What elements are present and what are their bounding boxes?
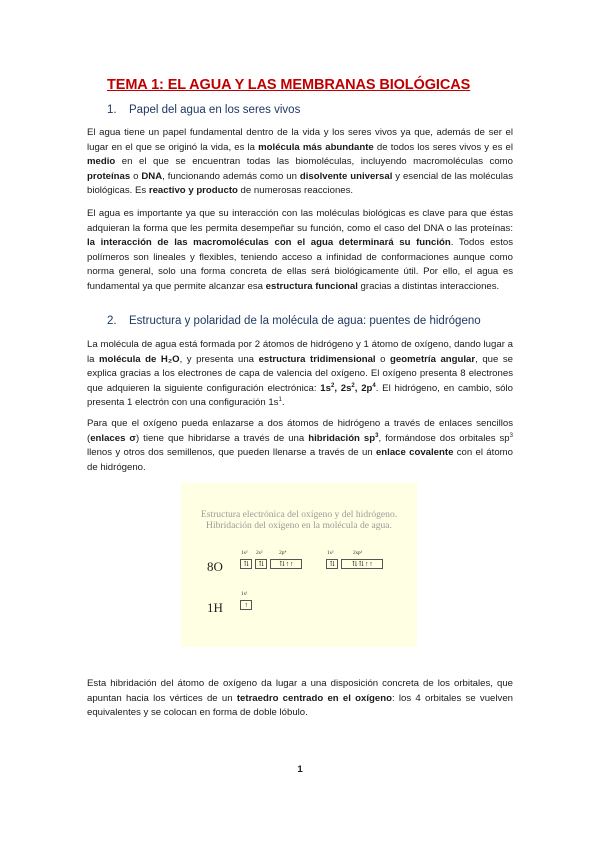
o-2s-label: 2s² [256,550,263,556]
h-1s-orbital-box: ↑ [240,600,252,610]
section-2-title: Estructura y polaridad de la molécula de agua: puentes de hidrógeno [129,315,481,327]
electron-configuration-figure [181,483,417,647]
section-1-title: Papel del agua en los seres vivos [129,104,301,116]
section-2-number: 2. [107,315,117,327]
section-1-paragraph-1: El agua tiene un papel fundamental dentro de la vida y los seres vivos ya que, además de ser el lugar en el que se originó la vida, es la molécula más abundante de todos los seres vivos y es el medio en el que se encuentran todas las biomoléculas, incluyendo macromoléculas como proteínas o DNA, funcionando además como un disolvente universal y esencial de las moléculas biológicas. Es reactivo y producto de numerosas reacciones. [87,127,513,197]
o-1s-orbital-box: ⇅ [240,559,252,569]
section-1-paragraph-2: El agua es importante ya que su interacción con las moléculas biológicas es clave para que éstas adquieran la forma que les permita desempeñar su función, como el caso del DNA o las proteínas: la interacción de las macromoléculas con el agua determinará su función. Todos estos polímeros son lineales y flexibles, teniendo acceso a infinidad de conformaciones aunque como norma general, solo una forma concreta de ellas será biológicamente útil. Por ello, el agua es fundamental ya que permite alcanzar esa estructura funcional gracias a distintas interacciones. [87,208,513,292]
o-hybrid-sp3-label: 2sp³ [353,550,363,556]
o-hybrid-1s-orbital-box: ⇅ [326,559,338,569]
o-2p-orbital-box: ⇅ ↑ ↑ [270,559,302,569]
section-2-paragraph-2: Para que el oxígeno pueda enlazarse a dos átomos de hidrógeno a través de enlaces sencillos (enlaces σ) tiene que hibridarse a través de una hibridación $sp^3$, formándose dos orbitales $sp^3$ llenos y otros dos semillenos, que pueden llenarse a través de un enlace covalente con el átomo de hidrógeno. [87,418,513,473]
section-2-paragraph-3: Esta hibridación del átomo de oxígeno da lugar a una disposición concreta de los orbitales, que apuntan hacia los vértices de un tetraedro centrado en el oxígeno: los 4 orbitales se vuelven equivalentes y se colocan en forma de doble lóbulo. [87,678,513,719]
section-2-paragraph-1: La molécula de agua está formada por 2 átomos de hidrógeno y 1 átomo de oxígeno, dando lugar a la molécula de H₂O, y presenta una estructura tridimensional o geometría angular, que se explica gracias a los electrones de capa de valencia del oxígeno. El oxígeno presenta 8 electrones que adquieren la siguiente configuración electrónica: $1s^2$, $2s^2$, $2p^4$. El hidrógeno, en cambio, sólo presenta 1 electrón con una configuración $1s^1$. [87,339,514,409]
o-2s-orbital-box: ⇅ [255,559,267,569]
figure-caption [181,509,417,531]
section-1-number: 1. [107,104,117,116]
document-title: TEMA 1: EL AGUA Y LAS MEMBRANAS BIOLÓGICAS [107,77,471,93]
section-1-heading [107,104,300,116]
o-hybrid-sp3-orbital-box: ⇅ ⇅ ↑ ↑ [341,559,383,569]
section-2-heading [107,315,481,327]
figure-caption-line-2: Hibridación del oxígeno en la molécula de agua. [206,520,392,531]
h-1s-label: 1s¹ [241,591,248,597]
figure-caption-line-1: Estructura electrónica del oxígeno y del hidrógeno. [200,509,398,520]
o-2p-label: 2p⁴ [279,550,287,556]
oxygen-symbol: 8O [207,559,223,574]
page-number: 1 [297,764,303,775]
o-1s-label: 1s² [241,550,248,556]
hydrogen-symbol: 1H [207,600,223,615]
o-hybrid-1s-label: 1s² [327,550,334,556]
